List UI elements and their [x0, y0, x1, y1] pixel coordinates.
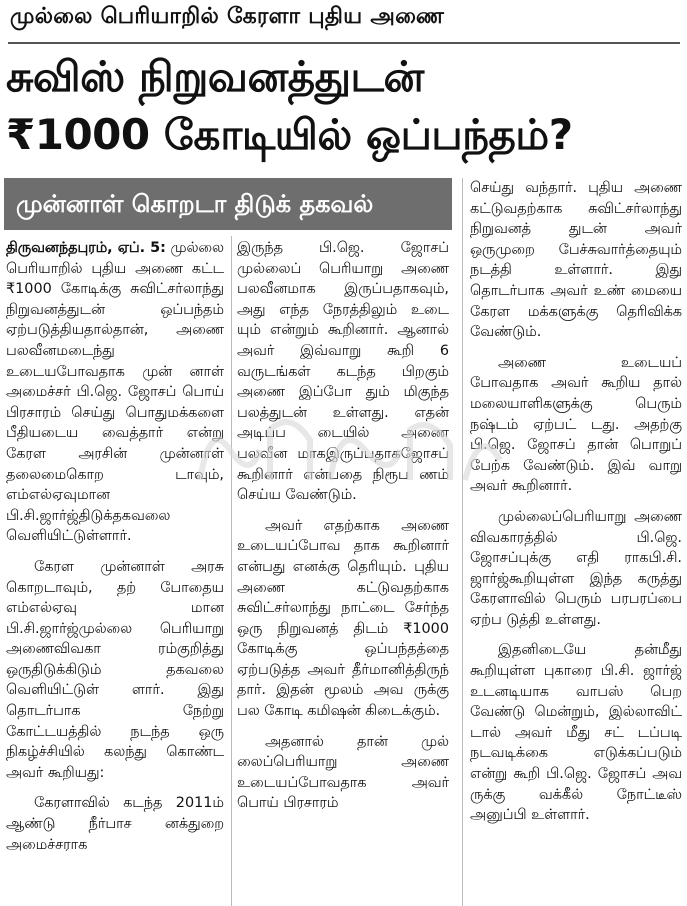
- article-paragraph: கேரளாவில் கடந்த 2011ம் ஆண்டு நீர்பாச னக்துறை அமைச்சராக: [6, 795, 224, 853]
- kicker-rule: [8, 42, 680, 44]
- article-column-2: [237, 238, 449, 906]
- article-column-3: [470, 178, 682, 906]
- headline-line-2: ₹1000 கோடியில் ஒப்பந்தம்?: [6, 110, 573, 159]
- dateline: திருவனந்தபுரம், ஏப். 5:: [6, 240, 166, 256]
- column-rule-2: [462, 178, 463, 906]
- article-paragraph: கேரள முன்னாள் அரசு கொறடாவும், தற் போதைய எம்எல்ஏவு மான பி.சி.ஜார்ஜ்முல்லை பெரியாறு அணைவிவகா ரம்குறித்து ஒருதிடுக்கிடும் தகவலை வெளியிட்டுள் ளார். இது தொடர்பாக நேற்று கோட்டயத்தில் நடந்த ஒரு நிகழ்ச்சியில் கலந்து கொண்ட அவர் கூறியது:: [6, 558, 224, 781]
- kicker: முல்லை பெரியாறில் கேரளா புதிய அணை: [10, 4, 445, 29]
- article-paragraph: இதனிடையே தன்மீது கூறியுள்ள புகாரை பி.சி. ஜார்ஜ் உடனடியாக வாபஸ் பெற வேண்டு மென்றும், இல்லாவிட் டால் அவர் மீது சட் டப்படி நடவடிக்கை எடுக்கப்படும் என்று கூறி பி.ஜெ. ஜோசப் அவ ருக்கு வக்கீல் நோட்டீஸ் அனுப்பி உள்ளார்.: [470, 642, 682, 824]
- article-paragraph: [6, 238, 224, 547]
- article-paragraph: அதனால் தான் முல் லைப்பெரியாறு அணை உடையப்போவதாக அவர் பொய் பிரசாரம்: [237, 733, 449, 812]
- column-rule-1: [231, 236, 232, 906]
- article-paragraph: இருந்த பி.ஜெ. ஜோசப் முல்லைப் பெரியாறு அணை பலவீனமாக இருப்பதாகவும், அது எந்த நேரத்திலும் உடை யும் என்றும் கூறினார். ஆனால் அவர் இவ்வாறு கூறி 6 வருடங்கள் கடந்த பிறகும் அணை இப்போ தும் மிகுந்த பலத்துடன் உள்ளது. எதன் அடிப்ப டையில் அணை பலவீன மாகஇருப்பதாகஜோசப் கூறினார் என்பதை நிரூப ணம் செய்ய வேண்டும்.: [237, 240, 449, 504]
- subhead-banner: முன்னாள் கொறடா திடுக் தகவல்: [4, 178, 452, 230]
- headline-line-1: சுவிஸ் நிறுவனத்துடன்: [6, 52, 424, 101]
- article-paragraph: செய்து வந்தார். புதிய அணை கட்டுவதற்காக சுவிட்சர்லாந்து நிறுவனத் துடன் அவர் ஒருமுறை பேச்சுவார்த்தையும் நடத்தி உள்ளார். இது தொடர்பாக அவர் உண் மையை கேரள மக்களுக்கு தெரிவிக்க வேண்டும்.: [470, 180, 682, 341]
- article-paragraph: முல்லைப்பெரியாறு அணை விவகாரத்தில் பி.ஜெ. ஜோசப்புக்கு எதி ராகபி.சி. ஜார்ஜ்கூறியுள்ள இந்த கருத்து கேரளாவில் பெரும் பரபரப்பை ஏற்ப டுத்தி உள்ளது.: [470, 508, 682, 628]
- article-paragraph: அவர் எதற்காக அணை உடையப்போவ தாக கூறினார் என்பது எனக்கு தெரியும். புதிய அணை கட்டுவதற்காக சுவிட்சர்லாந்து நாட்டை சேர்ந்த ஒரு நிறுவனத் திடம் ₹1000 கோடிக்கு ஒப்பந்தத்தை ஏற்படுத்த அவர் தீர்மானித்திருந் தார். இதன் மூலம் அவ ருக்கு பல கோடி கமிஷன் கிடைக்கும்.: [237, 517, 449, 720]
- article-column-1: [6, 238, 224, 906]
- article-text: முல்லை பெரியாறில் புதிய அணை கட்ட ₹1000 கோடிக்கு சுவிட்சர்லாந்து நிறுவனத்துடன் ஒப்பந்தம் ஏற்படுத்தியதால்தான், அணை பலவீனமடைந்து உடையபோவதாக முன் னாள் அமைச்சர் பி.ஜெ. ஜோசப் பொய் பிரசாரம் செய்து பொதுமக்களை பீதியடைய வைத்தார் என்று கேரள அரசின் முன்னாள் தலைமைகொற டாவும், எம்எல்ஏவுமான பி.சி.ஜார்ஜ்திடுக்தகவலை வெளியிட்டுள்ளார்.: [6, 240, 224, 545]
- article-paragraph: அணை உடையப் போவதாக அவர் கூறிய தால் மலையாளிகளுக்கு பெரும் நஷ்டம் ஏற்பட் டது. அதற்கு பி.ஜெ. ஜோசப் தான் பொறுப் பேற்க வேண்டும். இவ் வாறு அவர் கூறினார்.: [470, 354, 682, 495]
